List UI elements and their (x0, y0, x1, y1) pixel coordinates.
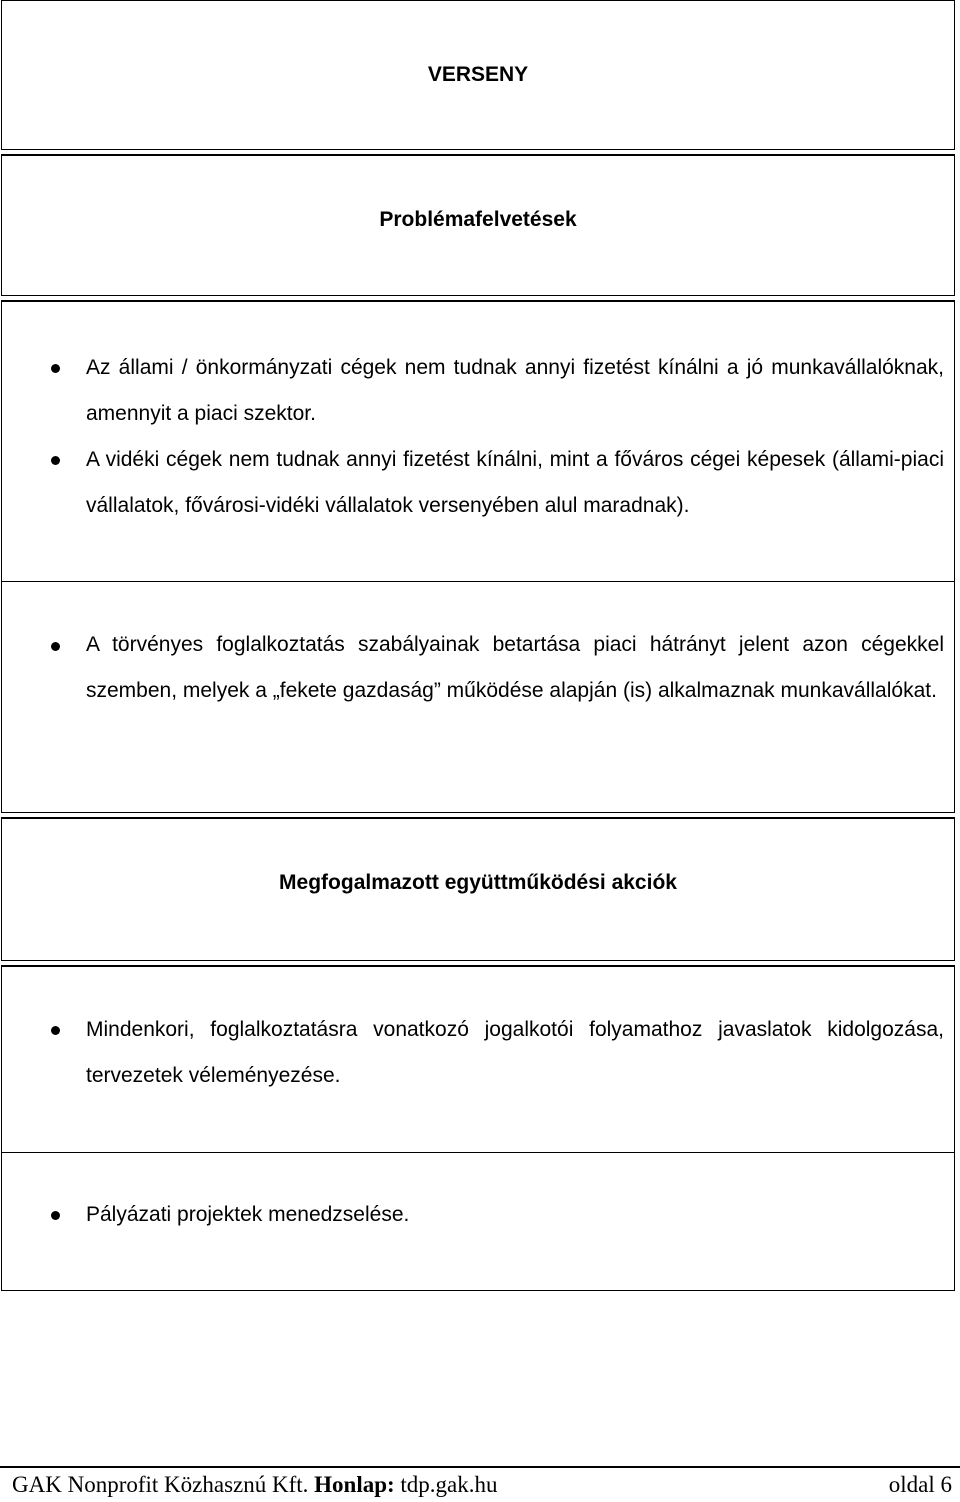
problems-heading: Problémafelvetések (379, 208, 577, 231)
problems-heading-cell (1, 155, 955, 296)
bullet-icon (51, 456, 60, 465)
actions-heading: Megfogalmazott együttműködési akciók (279, 871, 677, 894)
page-number: oldal 6 (888, 1472, 952, 1497)
title-cell (1, 0, 955, 150)
action-item: Pályázati projektek menedzselése. (86, 1203, 410, 1226)
page-title: VERSENY (427, 63, 529, 86)
actions-heading-cell (1, 818, 955, 961)
bullet-icon (51, 364, 60, 373)
footer-rule (0, 1466, 960, 1468)
problem-item: A vidéki cégek nem tudnak annyi fizetést kínálni, mint a főváros cégei képesek (állami-piaci vállalatok, fővárosi-vidéki vállalatok versenyében alul maradnak). (86, 448, 944, 517)
problem-item: Az állami / önkormányzati cégek nem tudnak annyi fizetést kínálni a jó munkavállalóknak, amennyit a piaci szektor. (86, 356, 944, 425)
action-item: Mindenkori, foglalkoztatásra vonatkozó jogalkotói folyamathoz javaslatok kidolgozása, tervezetek véleményezése. (86, 1018, 944, 1087)
footer-homepage-label: Honlap: (314, 1472, 395, 1497)
bullet-icon (51, 1211, 60, 1220)
footer-org: GAK Nonprofit Közhasznú Kft. (12, 1472, 309, 1497)
bullet-icon (51, 642, 60, 651)
problem-item: A törvényes foglalkoztatás szabályainak betartása piaci hátrányt jelent azon cégekkel szemben, melyek a „fekete gazdaság” működése alapján (is) alkalmaznak munkavállalókat. (86, 633, 944, 702)
page-footer (12, 1470, 952, 1500)
footer-homepage-link[interactable]: tdp.gak.hu (400, 1472, 498, 1497)
bullet-icon (51, 1026, 60, 1035)
